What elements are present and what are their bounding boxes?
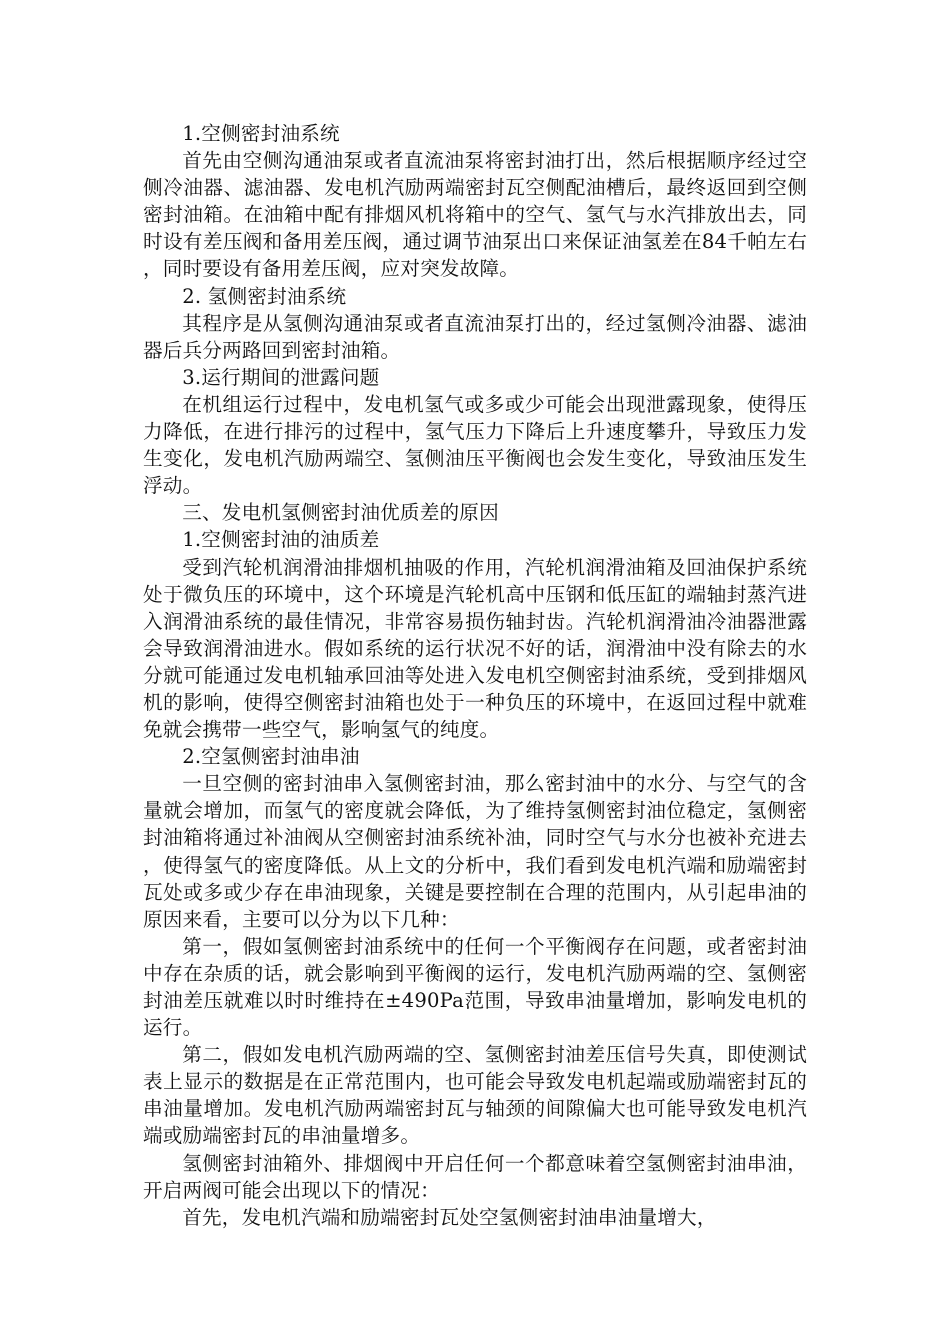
heading-air-side-oil-quality: 1.空侧密封油的油质差 (182, 528, 380, 552)
paragraph-first-consequence: 首先，发电机汽端和励端密封瓦处空氢侧密封油串油量增大， (182, 1205, 717, 1229)
paragraph-hydrogen-side-system-description: 其程序是从氢侧沟通油泵或者直流油泵打出的，经过氢侧冷油器、滤油器后兵分两路回到密封油箱。 (143, 311, 807, 362)
document-page (143, 120, 807, 1231)
paragraph-leakage-description: 在机组运行过程中，发电机氢气或多或少可能会出现泄露现象，使得压力降低，在进行排污的过程中，氢气压力下降后上升速度攀升，导致压力发生变化，发电机汽励两端空、氢侧油压平衡阀也会发生变化，导致油压发生浮动。 (143, 392, 807, 498)
heading-oil-cross-flow: 2.空氢侧密封油串油 (182, 745, 360, 769)
paragraph-valves-opening: 氢侧密封油箱外、排烟阀中开启任何一个都意味着空氢侧密封油串油，开启两阀可能会出现以下的情况： (143, 1151, 807, 1202)
heading-air-side-seal-oil-system: 1.空侧密封油系统 (182, 122, 340, 145)
paragraph-cause-second: 第二，假如发电机汽励两端的空、氢侧密封油差压信号失真，即使测试表上显示的数据是在正常范围内，也可能会导致发电机起端或励端密封瓦的串油量增加。发电机汽励两端密封瓦与轴颈的间隙偏大也可能导致发电机汽端或励端密封瓦的串油量增多。 (143, 1043, 807, 1148)
heading-hydrogen-side-seal-oil-system: 2. 氢侧密封油系统 (182, 284, 347, 308)
section-heading-poor-oil-quality-causes: 三、发电机氢侧密封油优质差的原因 (182, 501, 499, 525)
paragraph-air-side-oil-quality: 受到汽轮机润滑油排烟机抽吸的作用，汽轮机润滑油箱及回油保护系统处于微负压的环境中，这个环境是汽轮机高中压钢和低压缸的端轴封蒸汽进入润滑油系统的最佳情况，非常容易损伤轴封齿。汽轮机润滑油冷油器泄露会导致润滑油进水。假如系统的运行状况不好的话，润滑油中没有除去的水分就可能通过发电机轴承回油等处进入发电机空侧密封油系统，受到排烟风机的影响，使得空侧密封油箱也处于一种负压的环境中，在返回过程中就难免就会携带一些空气，影响氢气的纯度。 (143, 555, 807, 742)
heading-leakage-during-operation: 3.运行期间的泄露问题 (182, 365, 380, 389)
paragraph-oil-cross-flow: 一旦空侧的密封油串入氢侧密封油，那么密封油中的水分、与空气的含量就会增加，而氢气的密度就会降低，为了维持氢侧密封油位稳定，氢侧密封油箱将通过补油阀从空侧密封油系统补油，同时空气与水分也被补充进去，使得氢气的密度降低。从上文的分析中，我们看到发电机汽端和励端密封瓦处或多或少存在串油现象，关键是要控制在合理的范围内，从引起串油的原因来看，主要可以分为以下几种： (143, 772, 807, 931)
paragraph-cause-first: 第一，假如氢侧密封油系统中的任何一个平衡阀存在问题，或者密封油中存在杂质的话，就会影响到平衡阀的运行，发电机汽励两端的空、氢侧密封油差压就难以时时维持在±490Pa范围，导致串油量增加，影响发电机的运行。 (143, 934, 807, 1040)
paragraph-air-side-system-description: 首先由空侧沟通油泵或者直流油泵将密封油打出，然后根据顺序经过空侧冷油器、滤油器、发电机汽励两端密封瓦空侧配油槽后，最终返回到空侧密封油箱。在油箱中配有排烟风机将箱中的空气、氢气与水汽排放出去，同时设有差压阀和备用差压阀，通过调节油泵出口来保证油氢差在84千帕左右，同时要设有备用差压阀，应对突发故障。 (143, 149, 807, 281)
